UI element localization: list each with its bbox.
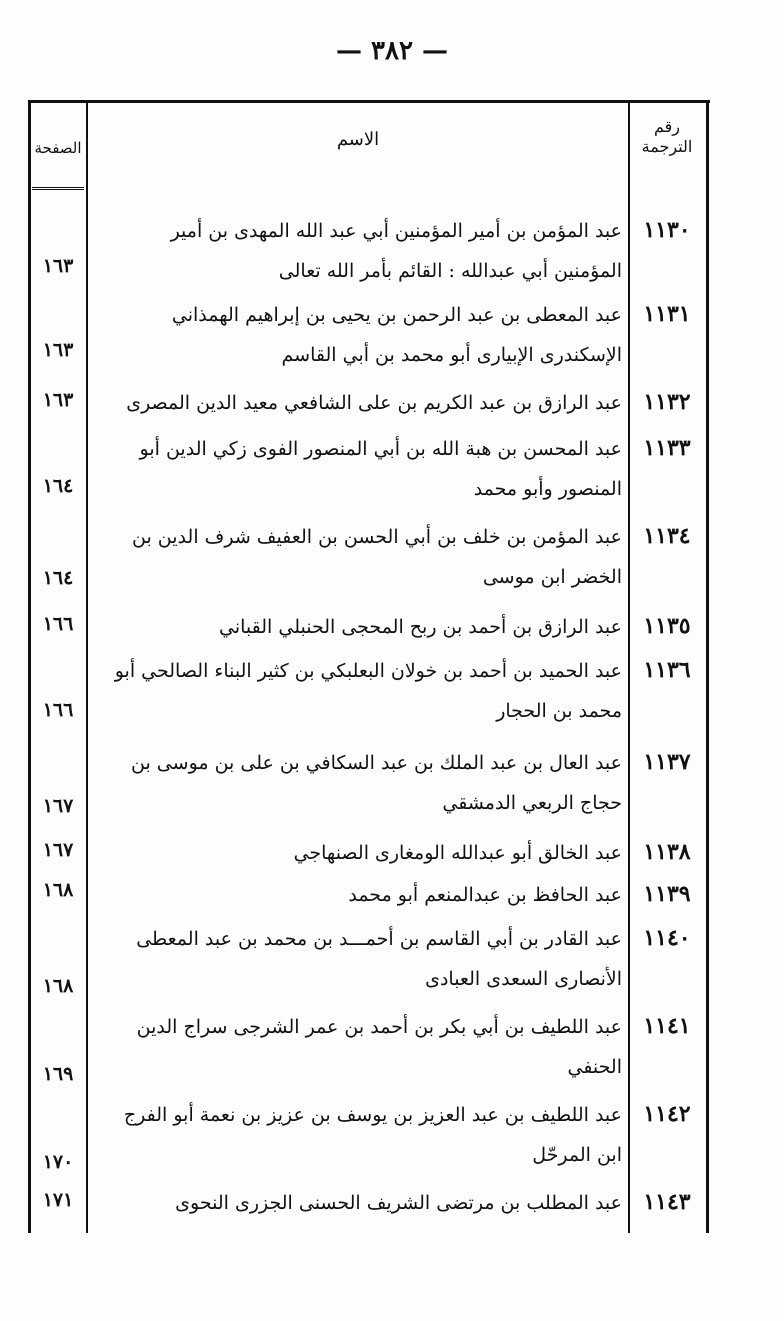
entry-page: ١٦٧ bbox=[42, 839, 74, 861]
entry-name: عبد المؤمن بن أمير المؤمنين أبي عبد الله المهدى بن أمير المؤمنين أبي عبدالله : القائم بأمر الله تعالى bbox=[170, 220, 622, 282]
table-row bbox=[28, 919, 710, 1003]
entry-number: ١١٣١ bbox=[643, 301, 691, 327]
table-row bbox=[28, 517, 710, 601]
entry-name: عبد الحافظ بن عبدالمنعم أبو محمد bbox=[348, 884, 622, 906]
entry-page: ١٦٣ bbox=[42, 339, 74, 361]
header-rule bbox=[32, 187, 84, 190]
entry-page: ١٦٦ bbox=[42, 699, 74, 721]
entry-page: ١٧١ bbox=[42, 1189, 74, 1211]
entry-number: ١١٣٠ bbox=[643, 217, 691, 243]
entry-number: ١١٣٤ bbox=[643, 523, 691, 549]
entry-name: عبد المؤمن بن خلف بن أبي الحسن بن العفيف شرف الدين بن الخضر ابن موسى bbox=[132, 526, 622, 588]
entry-name: عبد اللطيف بن عبد العزيز بن يوسف بن عزيز بن نعمة أبو الفرج ابن المرحّل bbox=[123, 1104, 622, 1166]
entry-page: ١٦٣ bbox=[42, 389, 74, 411]
table-header bbox=[28, 103, 710, 187]
table-row bbox=[28, 295, 710, 377]
entry-number: ١١٤١ bbox=[643, 1013, 691, 1039]
entry-number: ١١٤٣ bbox=[643, 1189, 691, 1215]
entry-name: عبد المحسن بن هبة الله بن أبي المنصور الفوى زكي الدين أبو المنصور وأبو محمد bbox=[139, 438, 622, 500]
entry-number: ١١٣٥ bbox=[643, 613, 691, 639]
header-name: الاسم bbox=[336, 129, 380, 150]
entry-page: ١٦٩ bbox=[42, 1063, 74, 1085]
table-row bbox=[28, 1095, 710, 1179]
entry-page: ١٦٤ bbox=[42, 567, 74, 589]
entry-number: ١١٣٦ bbox=[643, 657, 691, 683]
entry-name: عبد المعطى بن عبد الرحمن بن يحيى بن إبراهيم الهمذاني الإسكندرى الإبيارى أبو محمد بن أبي القاسم bbox=[171, 304, 622, 366]
index-table bbox=[28, 100, 710, 1233]
entry-name: عبد اللطيف بن أبي بكر بن أحمد بن عمر الشرجى سراج الدين الحنفي bbox=[136, 1016, 622, 1078]
entry-name: عبد العال بن عبد الملك بن عبد السكافي بن على بن موسى بن حجاج الربعي الدمشقي bbox=[131, 752, 622, 814]
entry-page: ١٦٤ bbox=[42, 475, 74, 497]
header-page: الصفحة bbox=[34, 139, 82, 157]
entry-number: ١١٣٩ bbox=[643, 881, 691, 907]
table-row bbox=[28, 429, 710, 511]
table-row bbox=[28, 211, 710, 291]
table-row bbox=[28, 607, 710, 647]
table-row bbox=[28, 833, 710, 873]
entry-number: ١١٣٢ bbox=[643, 389, 691, 415]
entry-page: ١٦٨ bbox=[42, 975, 74, 997]
entry-name: عبد القادر بن أبي القاسم بن أحمـــد بن محمد بن عبد المعطى الأنصارى السعدى العبادى bbox=[136, 928, 622, 990]
table-row bbox=[28, 651, 710, 737]
entry-page: ١٦٧ bbox=[42, 795, 74, 817]
entry-page: ١٦٨ bbox=[42, 879, 74, 901]
entry-name: عبد الخالق أبو عبدالله الومغارى الصنهاجي bbox=[293, 842, 622, 864]
header-entry-number: رقم الترجمة bbox=[641, 117, 693, 156]
entry-name: عبد الرازق بن أحمد بن ربح المحجى الحنبلي القباني bbox=[219, 616, 622, 638]
entry-number: ١١٤٠ bbox=[643, 925, 691, 951]
table-row bbox=[28, 1183, 710, 1223]
table-row bbox=[28, 743, 710, 829]
entry-number: ١١٤٢ bbox=[643, 1101, 691, 1127]
entry-name: عبد المطلب بن مرتضى الشريف الحسنى الجزرى النحوى bbox=[175, 1192, 622, 1214]
page-number: — ٣٨٢ — bbox=[335, 36, 449, 66]
entry-page: ١٦٣ bbox=[42, 255, 74, 277]
entry-number: ١١٣٨ bbox=[643, 839, 691, 865]
entry-page: ١٦٦ bbox=[42, 613, 74, 635]
table-row bbox=[28, 383, 710, 423]
entry-page: ١٧٠ bbox=[42, 1151, 74, 1173]
entry-name: عبد الحميد بن أحمد بن خولان البعلبكي بن كثير البناء الصالحي أبو محمد بن الحجار bbox=[114, 660, 622, 722]
entry-name: عبد الرازق بن عبد الكريم بن على الشافعي معيد الدين المصرى bbox=[126, 392, 622, 414]
entry-number: ١١٣٧ bbox=[643, 749, 691, 775]
table-row bbox=[28, 1007, 710, 1091]
entry-number: ١١٣٣ bbox=[643, 435, 691, 461]
table-row bbox=[28, 875, 710, 915]
